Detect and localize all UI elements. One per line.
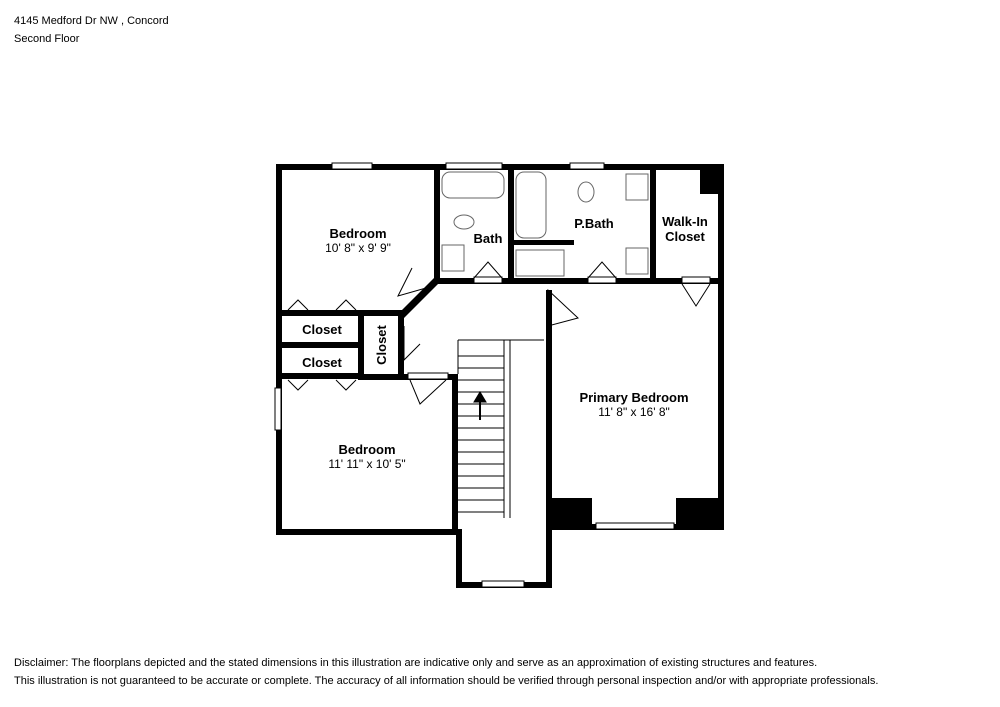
wall-vcloset-top <box>364 310 404 316</box>
wall-closet-bottom <box>276 373 358 379</box>
walkin-corner-block <box>700 170 720 194</box>
address-text: 4145 Medford Dr NW , Concord <box>14 15 169 27</box>
wall-bath-right <box>508 164 514 282</box>
door-bath <box>474 262 502 278</box>
door-closet-upper-a <box>288 300 308 310</box>
bathtub-bath <box>442 172 504 198</box>
wall-stair-left <box>452 374 458 535</box>
window-bath <box>446 163 502 169</box>
bathtub-pbath <box>516 172 546 238</box>
door-closet-lower-a <box>288 380 308 390</box>
exterior-wall-bottom-left <box>276 529 456 535</box>
door-gap-pbath <box>588 277 616 283</box>
door-bedroom-bottom <box>410 380 446 404</box>
exterior-wall-right <box>718 164 724 530</box>
stairs <box>458 356 504 512</box>
door-gap-bedroom-bottom <box>408 373 448 379</box>
wall-closet-top <box>276 310 358 316</box>
window-primary <box>596 523 674 529</box>
sink-pbath-bottom <box>626 248 648 274</box>
wall-pbath-partition <box>512 240 574 245</box>
wall-hall-left <box>398 314 404 380</box>
door-gap-bath <box>474 277 502 283</box>
door-closet-upper-b <box>336 300 356 310</box>
door-pbath <box>588 262 616 278</box>
window-stair <box>482 581 524 587</box>
door-gap-walkin <box>682 277 710 283</box>
window-pbath <box>570 163 604 169</box>
closet-lower-name: Closet <box>302 355 342 370</box>
window-bedroom-bottom <box>275 388 281 430</box>
stair-arrow-head-icon <box>474 392 486 402</box>
door-closet-vertical <box>404 326 420 360</box>
toilet-pbath <box>578 182 594 202</box>
bedroom-bottom-name: Bedroom <box>338 442 396 457</box>
floor-level-text: Second Floor <box>14 33 80 45</box>
walkin-closet-name-line1: Walk-In <box>662 214 708 229</box>
stair-wall-right <box>546 290 552 588</box>
wall-bath-left <box>434 164 440 282</box>
window-bedroom-top <box>332 163 372 169</box>
door-walkin <box>682 284 710 306</box>
primary-bath-name: P.Bath <box>574 216 614 231</box>
primary-bedroom-name: Primary Bedroom <box>579 390 689 405</box>
exterior-wall-left <box>276 164 282 535</box>
toilet-bath <box>454 215 474 229</box>
fixtures <box>442 172 648 518</box>
disclaimer-line-1: Disclaimer: The floorplans depicted and the stated dimensions in this illustration are indicative only and serve as an approximation of existing structures and features. <box>14 657 818 669</box>
sink-pbath-top <box>626 174 648 200</box>
walkin-closet-name-line2: Closet <box>665 229 705 244</box>
wall-closet-mid <box>276 342 358 348</box>
shower-pbath <box>516 250 564 276</box>
sink-bath <box>442 245 464 271</box>
pillar-right <box>676 498 724 530</box>
bath-name: Bath <box>473 231 503 246</box>
closet-vertical-name: Closet <box>374 325 389 365</box>
stair-wall-left <box>456 529 462 588</box>
wall-walkin-left <box>650 164 656 282</box>
bedroom-top-dims: 10' 8" x 9' 9" <box>325 241 391 255</box>
primary-bedroom-dims: 11' 8" x 16' 8" <box>598 405 670 419</box>
closet-upper-name: Closet <box>302 322 342 337</box>
door-closet-lower-b <box>336 380 356 390</box>
bedroom-bottom-dims: 11' 11" x 10' 5" <box>328 457 406 471</box>
disclaimer-line-2: This illustration is not guaranteed to be accurate or complete. The accuracy of all information should be verified through personal inspection and/or with appropriate professionals. <box>14 675 879 687</box>
bedroom-top-name: Bedroom <box>329 226 387 241</box>
wall-closet-right <box>358 310 364 380</box>
pillar-left <box>546 498 592 530</box>
door-primary <box>548 290 578 326</box>
